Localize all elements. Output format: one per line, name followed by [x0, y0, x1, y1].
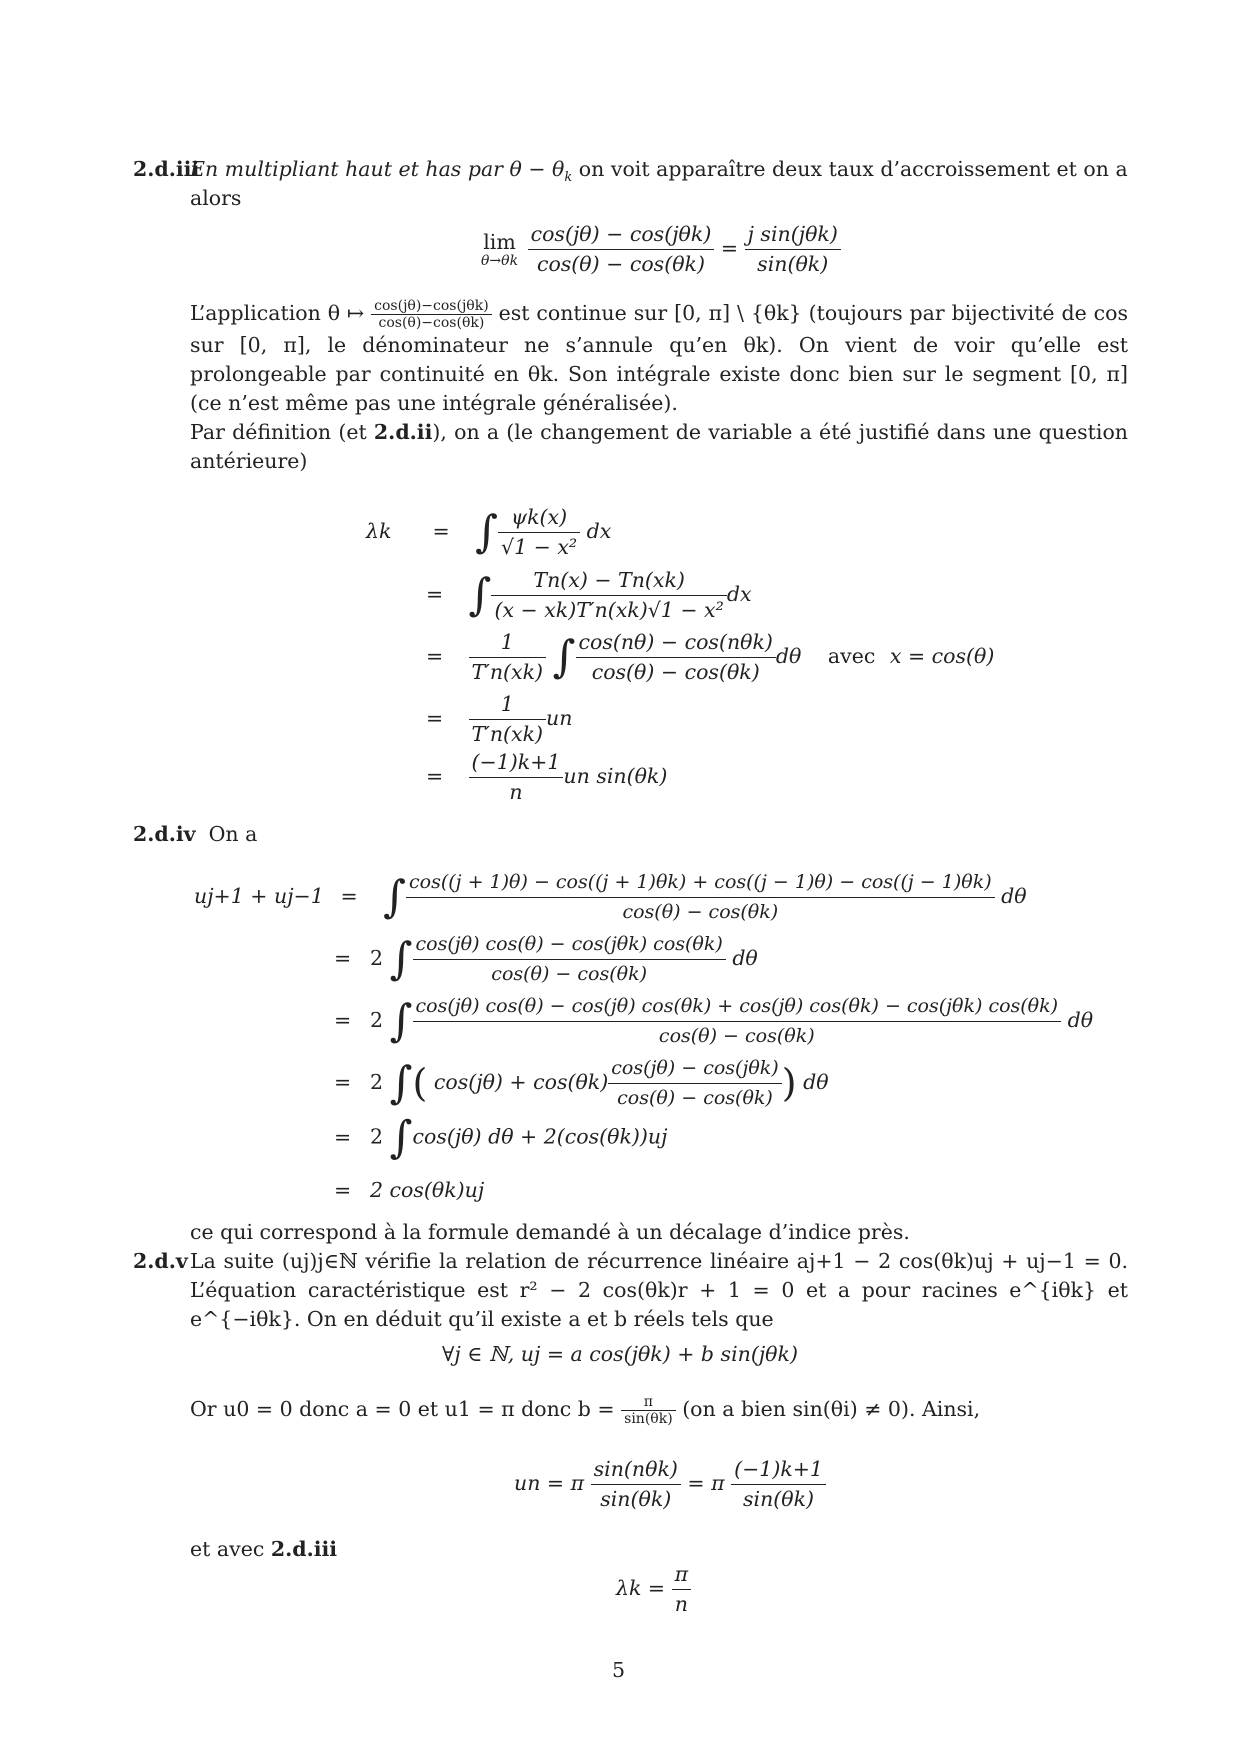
recurrence-line-5: = 2 ∫cos(jθ) dθ + 2(cos(θk))uj — [334, 1112, 668, 1163]
general-solution-equation: ∀j ∈ ℕ, uj = a cos(jθk) + b sin(jθk) — [442, 1342, 798, 1366]
limit-equation: lim θ→θk $\frac{\text{cos(jθ) − cos(jθk)}}{\cos(\theta) - \cos(\theta k)}$ = $\frac{\text{j sin(jθk)}}{\sin(\theta k)}$ — [478, 220, 841, 279]
initial-conditions-paragraph: Or u0 = 0 donc a = 0 et u1 = π donc b = $\frac{\pi}{\sin(\theta k)}$ (on a bien sin(θi) ≠ 0). Ainsi, — [190, 1394, 981, 1427]
intro-paragraph: En multipliant haut et has par $\theta - \theta_k$ on voit apparaître deux taux d’accroissement et on a alors — [190, 157, 1128, 210]
lambda-line-4: = $\frac{1}{T'n(xk)}$ un — [426, 692, 573, 746]
page-number: 5 — [612, 1658, 626, 1682]
lambda-line-3: = $\frac{1}{T'n(xk)}$ ∫ $\frac{\text{cos(nθ) − cos(nθk)}}{\cos(\theta) - \cos(\theta k)}$ dθ avec x = cos(θ) — [426, 630, 995, 684]
final-paragraph: et avec 2.d.iii — [190, 1537, 338, 1561]
section-heading-2div: 2.d.iv On a — [133, 822, 258, 846]
recurrence-line-2: = 2 ∫ $\frac{\text{cos(jθ) cos(θ) − cos(jθk) cos(θk)}}{\cos(\theta) - \cos(\theta k)}$ dθ — [334, 930, 758, 989]
lambda-final-equation: λk = $\frac{\pi}{n}$ — [616, 1560, 691, 1619]
recurrence-conclusion: ce qui correspond à la formule demandé à un décalage d’indice près. — [190, 1220, 910, 1244]
recurrence-line-1: uj+1 + uj−1 = ∫ cos((j + 1)θ) − cos((j + 1)θk) + cos((j − 1)θ) − cos((j − 1)θk) cos(θ) − cos(θk) dθ — [194, 868, 1027, 927]
section-heading-2dv: 2.d.v — [133, 1249, 188, 1273]
recurrence-line-6: = 2 cos(θk)uj — [334, 1178, 485, 1202]
recurrence-line-3: = 2 ∫ cos(jθ) cos(θ) − cos(jθ) cos(θk) + cos(jθ) cos(θk) − cos(jθk) cos(θk) cos(θ) − cos(θk) dθ — [334, 992, 1093, 1051]
lambda-line-1: λk = ∫ $\frac{\psi k(x)}{\text{√1 − x²}}$ dx — [366, 505, 612, 559]
lambda-line-2: = ∫ $\frac{Tn(x) - Tn(xk)}{\text{(x − xk)T′n(xk)√1 − x²}}$ dx — [426, 568, 752, 622]
un-equation: un = π $\frac{\text{sin(nθk)}}{\sin(\theta k)}$ = π $\frac{(-1)k+1}{\sin(\theta k)}$ — [514, 1455, 826, 1514]
lambda-line-5: = $\frac{(-1)k+1}{n}$ un sin(θk) — [426, 750, 668, 804]
recurrence-line-4: = 2 ∫( cos(jθ) + cos(θk) $\frac{\text{cos(jθ) − cos(jθk)}}{\cos(\theta) - \cos(\theta k)}$ ) dθ — [334, 1054, 829, 1113]
section-label: 2.d.iii — [133, 157, 200, 181]
recurrence-paragraph: La suite (uj)j∈ℕ vérifie la relation de récurrence linéaire aj+1 − 2 cos(θk)uj + uj−1 = 0. L’équation caractéristique est r² − 2 cos(θk)r + 1 = 0 et a pour racines e^{iθk} et e^{−iθk}. On en déduit qu’il existe a et b réels tels que — [190, 1249, 1128, 1331]
continuity-paragraph: L’application θ ↦ $\frac{\text{cos(jθ)−cos(jθk)}}{\cos(\theta)-\cos(\theta k)}$ est continue sur [0, π] \ {θk} (toujours par bijectivité de cos sur [0, π], le dénominateur ne s’annule qu’en θk). On vient de voir qu’elle est prolongeable par continuité en θk. Son intégrale existe donc bien sur le segment [0, π] (ce n’est même pas une intégrale généralisée). Par définition (et 2.d.ii), on a (le changement de variable a été justifié dans une question antérieure) — [190, 298, 1129, 473]
